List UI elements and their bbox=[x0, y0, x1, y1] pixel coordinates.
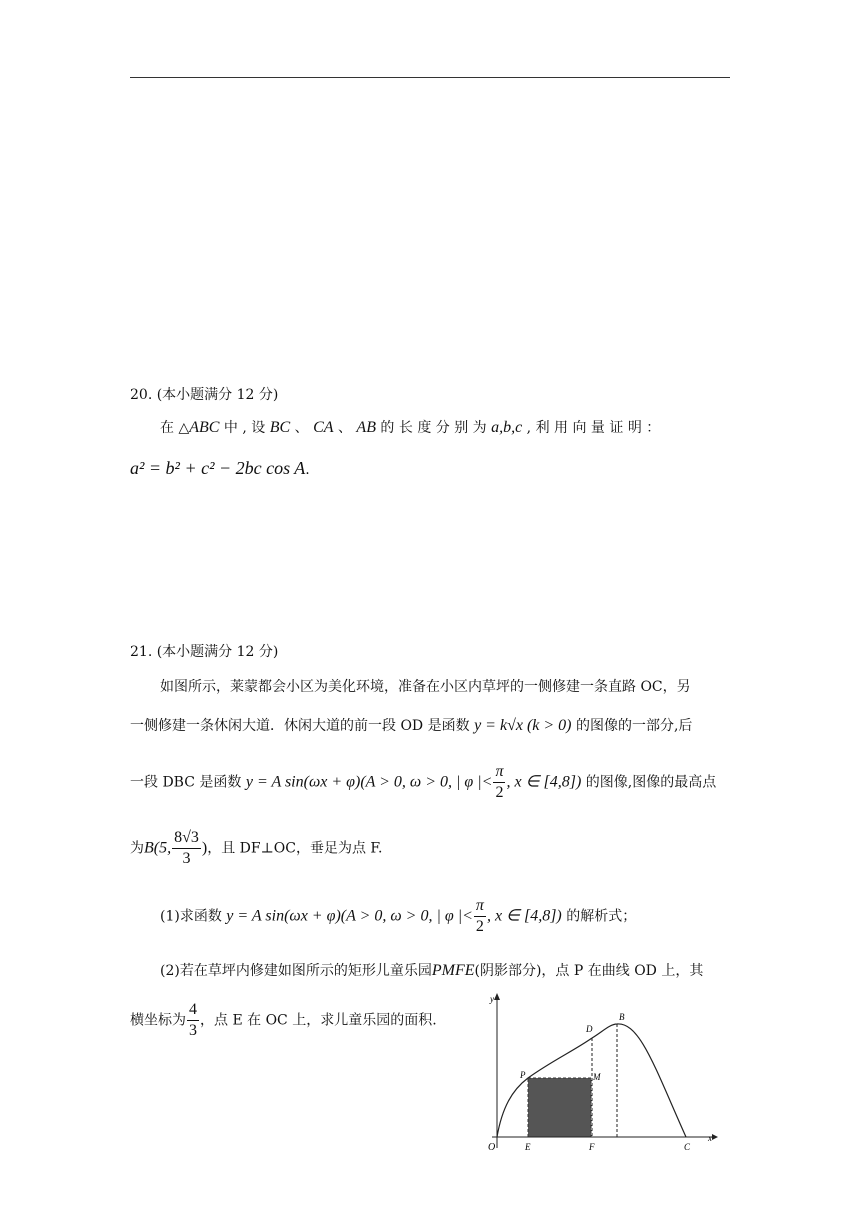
label-y: y bbox=[490, 994, 494, 1004]
pi-over-2-fraction: $\frac{\pi}{2}$ bbox=[475, 897, 484, 935]
q20-heading: 20. (本小题满分 12 分) bbox=[130, 387, 279, 403]
label-x: x bbox=[708, 1133, 712, 1143]
label-m: M bbox=[593, 1072, 601, 1082]
x-axis-arrow bbox=[712, 1134, 718, 1140]
label-e: E bbox=[525, 1142, 531, 1152]
label-b: B bbox=[619, 1012, 625, 1022]
label-c: C bbox=[684, 1142, 691, 1152]
q21-para-line3: 一段 DBC 是函数 y = A sin(ωx + φ)(A > 0, ω > 0, | φ |< $\frac{\pi}{2}$ , x ∈ [4,8]) 的图像,图像的最高点 bbox=[130, 763, 717, 801]
label-p: P bbox=[520, 1070, 526, 1080]
q20-formula: a² = b² + c² − 2bc cos A. bbox=[130, 458, 310, 478]
b-coordinate-fraction: $\frac{8√3}{3}$ bbox=[174, 829, 199, 867]
q21-heading: 21. (本小题满分 12 分) bbox=[130, 644, 279, 660]
q20-statement: 在 △ABC 中 , 设 BC 、 CA 、 AB 的 长 度 分 别 为 a,b,c , 利 用 向 量 证 明 ： bbox=[160, 419, 661, 436]
y-axis-arrow bbox=[494, 993, 500, 1000]
q21-para-line2: 一侧修建一条休闲大道．休闲大道的前一段 OD 是函数 y = k√x (k > 0) 的图像的一部分,后 bbox=[130, 717, 693, 734]
header-rule bbox=[130, 77, 730, 78]
label-d: D bbox=[586, 1024, 593, 1034]
label-f: F bbox=[589, 1142, 595, 1152]
shaded-playground-rect bbox=[528, 1078, 591, 1137]
q21-subquestion-2-cont: 横坐标为 $\frac{4}{3}$ ，点 E 在 OC 上，求儿童乐园的面积. bbox=[130, 1001, 437, 1039]
q21-para-line4: 为B(5, $\frac{8√3}{3}$ )，且 DF⊥OC，垂足为点 F. bbox=[130, 829, 383, 867]
curve-dbc bbox=[592, 1024, 686, 1137]
pi-over-2-fraction: $\frac{\pi}{2}$ bbox=[495, 763, 504, 801]
q21-subquestion-1: (1)求函数 y = A sin(ωx + φ)(A > 0, ω > 0, | φ |< $\frac{\pi}{2}$ , x ∈ [4,8]) 的解析式； bbox=[160, 897, 637, 935]
q21-subquestion-2: (2)若在草坪内修建如图所示的矩形儿童乐园PMFE(阴影部分)，点 P 在曲线 OD 上，其 bbox=[160, 962, 704, 979]
four-thirds-fraction: $\frac{4}{3}$ bbox=[189, 1001, 197, 1039]
q21-para-line1: 如图所示，莱蒙都会小区为美化环境，准备在小区内草坪的一侧修建一条直路 OC，另 bbox=[160, 679, 691, 695]
park-diagram bbox=[480, 988, 720, 1153]
label-o: O bbox=[488, 1142, 496, 1153]
